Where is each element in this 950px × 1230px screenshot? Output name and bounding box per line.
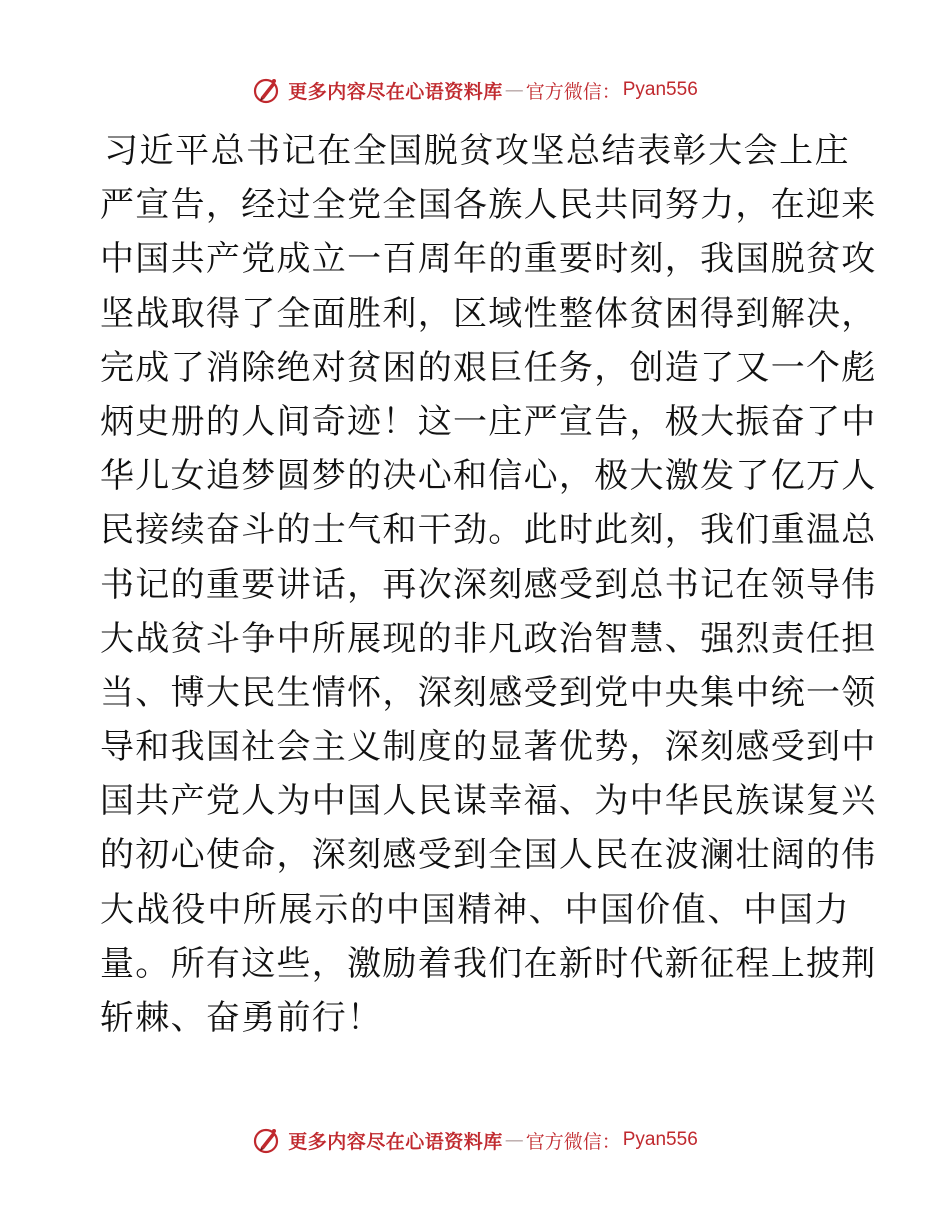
paragraph-line: 坚战取得了全面胜利，区域性整体贫困得到解决， [100,293,877,334]
paragraph-line: 严宣告，经过全党全国各族人民共同努力，在迎来 [100,185,877,226]
watermark-brand-text: 更多内容尽在心语资料库 [288,80,503,103]
watermark-separator: — [504,1129,524,1151]
footer-watermark-banner [0,1120,950,1160]
watermark-contact-label: 官方微信： [525,1130,621,1153]
paragraph-line: 的初心使命，深刻感受到全国人民在波澜壮阔的伟 [100,835,877,876]
watermark-brand-text: 更多内容尽在心语资料库 [288,1130,503,1153]
watermark-contact-label: 官方微信： [525,80,621,103]
watermark-separator: — [504,79,524,101]
paragraph-line: 书记的重要讲话，再次深刻感受到总书记在领导伟 [100,564,877,605]
pen-circle-logo-icon [252,75,282,105]
paragraph-line: 量。所有这些，激励着我们在新时代新征程上披荆 [100,943,877,984]
watermark-contact-id: Pyan556 [622,79,698,100]
paragraph-line: 大战役中所展示的中国精神、中国价值、中国力 [100,889,850,930]
watermark-contact-id: Pyan556 [622,1129,698,1150]
paragraph-line: 大战贫斗争中所展现的非凡政治智慧、强烈责任担 [100,618,877,659]
article-body [100,124,877,1045]
paragraph-line: 民接续奋斗的士气和干劲。此时此刻，我们重温总 [100,510,877,551]
paragraph-line: 当、博大民生情怀，深刻感受到党中央集中统一领 [100,672,877,713]
header-watermark-banner [0,70,950,110]
paragraph-line: 完成了消除绝对贫困的艰巨任务，创造了又一个彪 [100,347,877,388]
paragraph-line: 中国共产党成立一百周年的重要时刻，我国脱贫攻 [100,239,877,280]
paragraph-line: 炳史册的人间奇迹！这一庄严宣告，极大振奋了中 [100,401,877,442]
paragraph-line: 华儿女追梦圆梦的决心和信心，极大激发了亿万人 [100,456,877,497]
paragraph-line: 习近平总书记在全国脱贫攻坚总结表彰大会上庄 [104,131,850,171]
paragraph-line: 导和我国社会主义制度的显著优势，深刻感受到中 [100,727,877,768]
pen-circle-logo-icon [252,1125,282,1155]
paragraph-line: 国共产党人为中国人民谋幸福、为中华民族谋复兴 [100,781,877,822]
paragraph-line: 斩棘、奋勇前行！ [100,998,383,1038]
